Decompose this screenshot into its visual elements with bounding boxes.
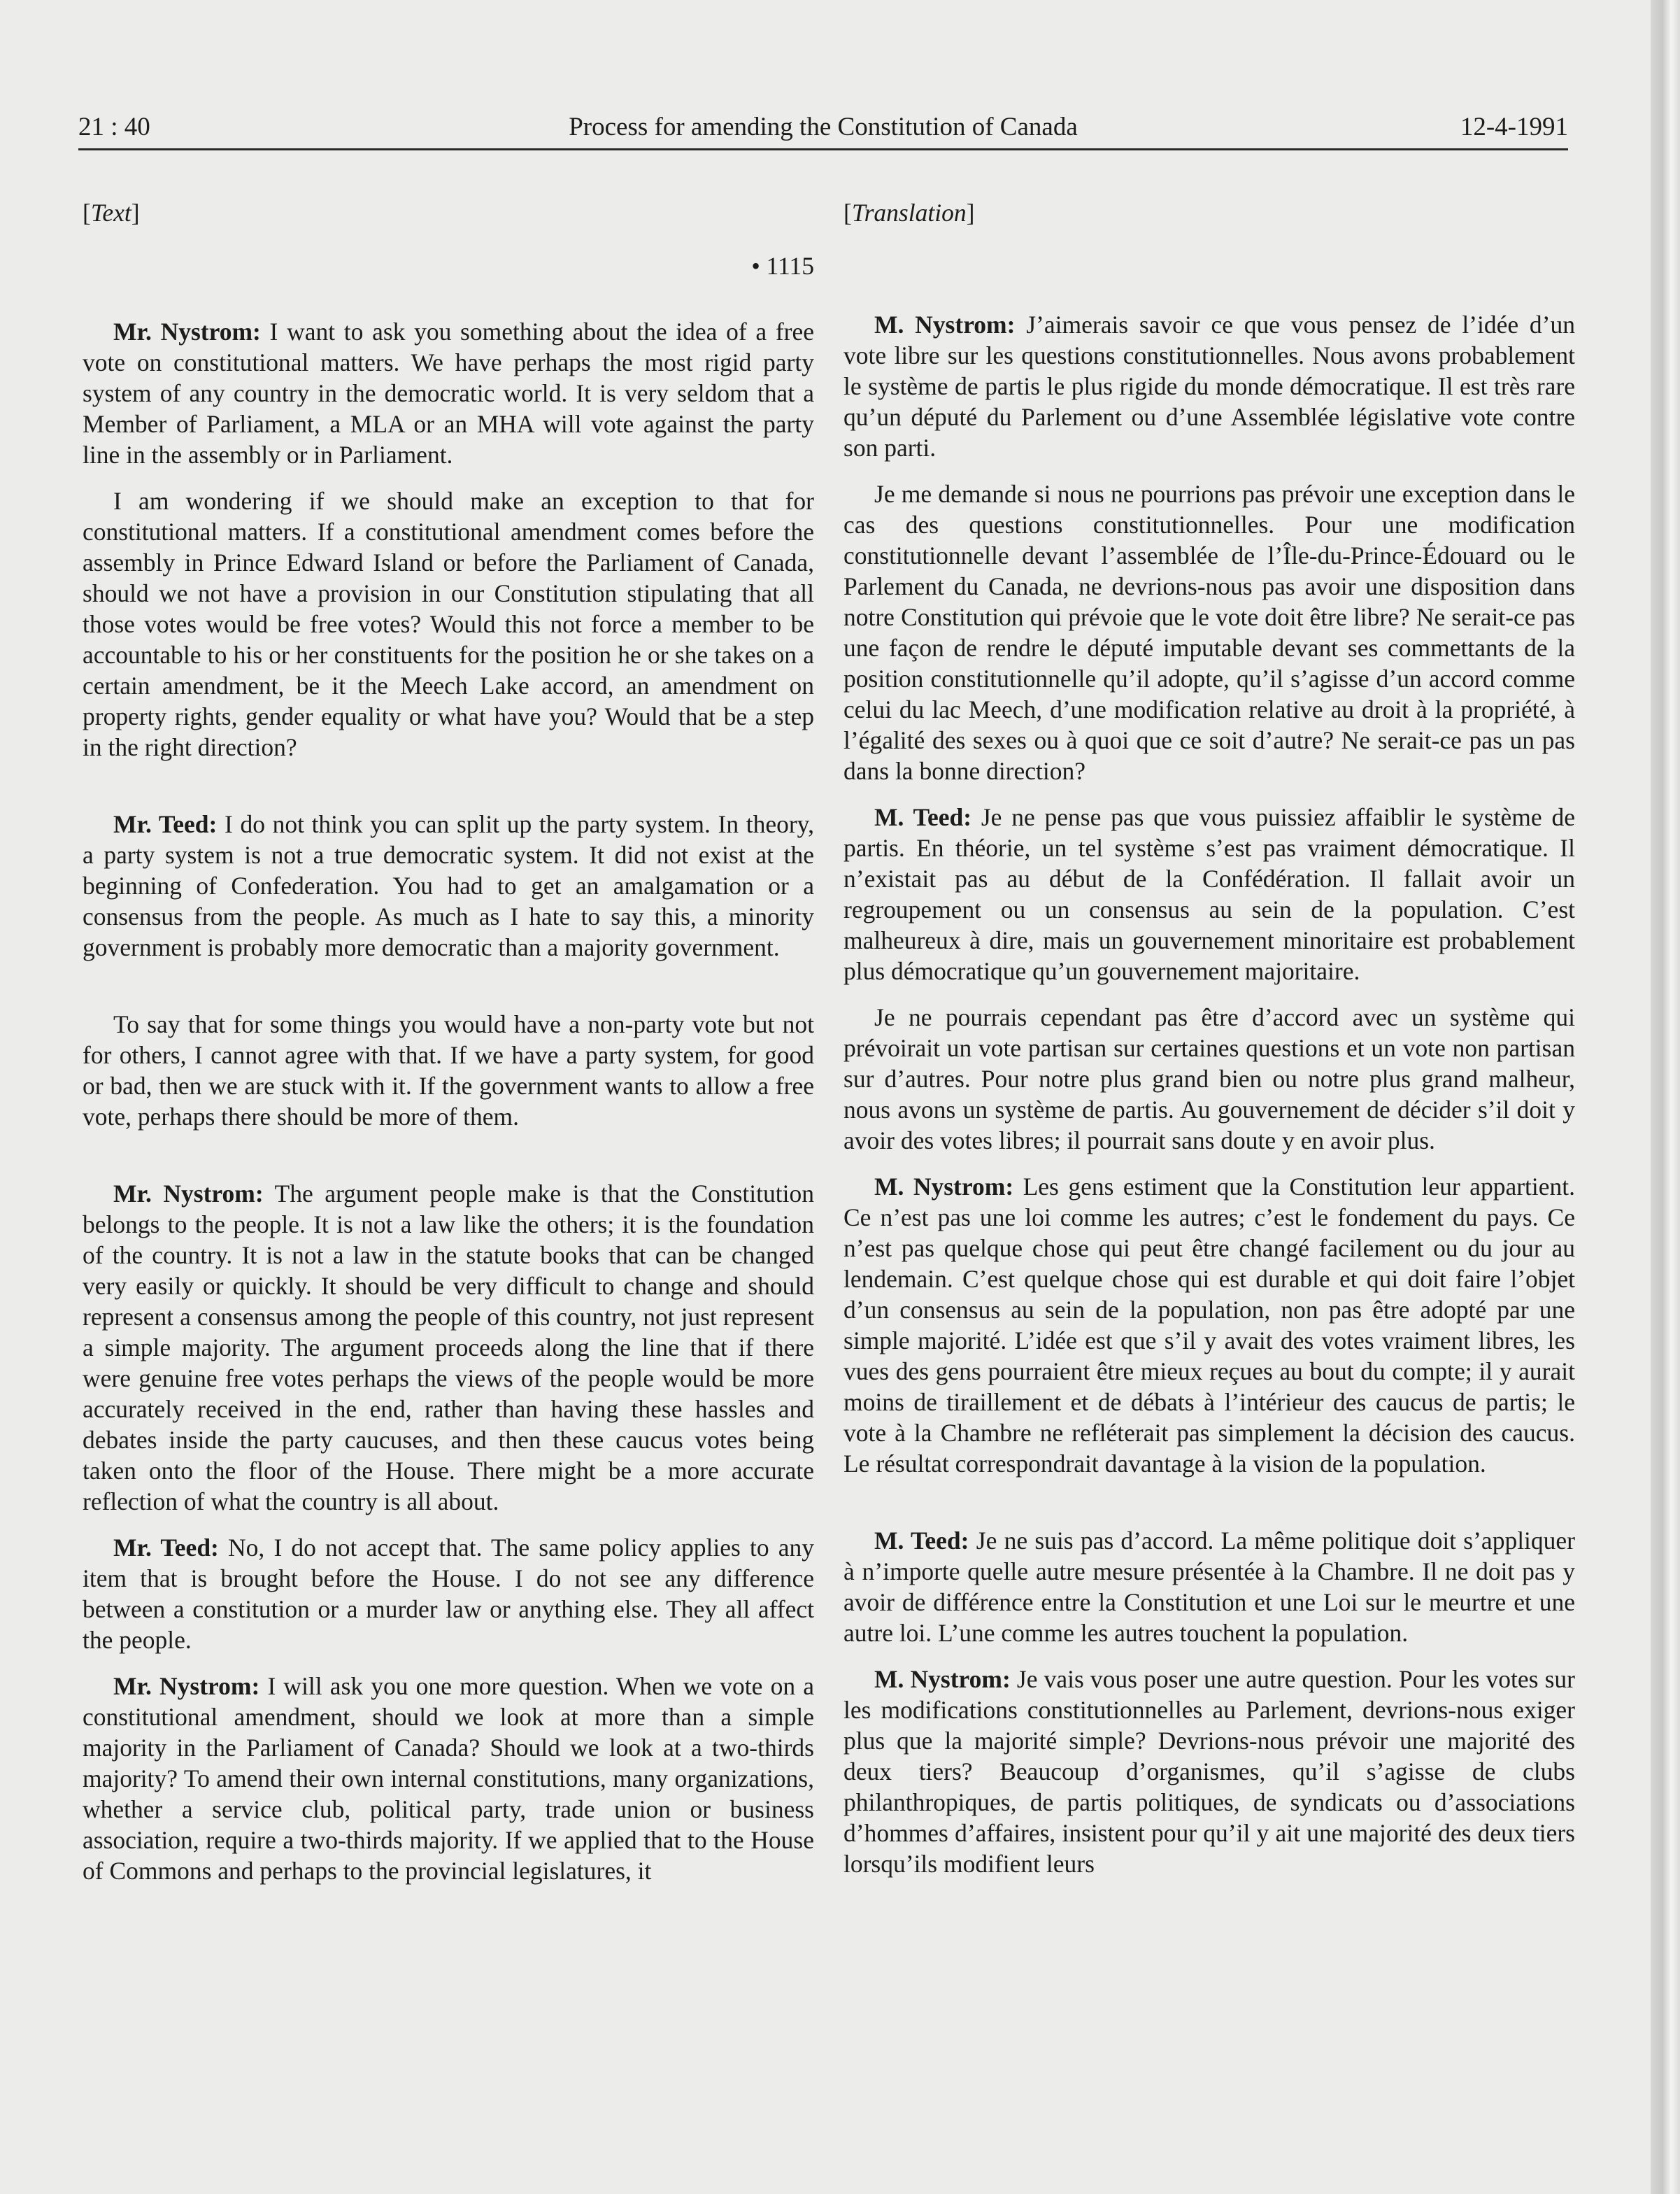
paragraph-text: To say that for some things you would have a non-party vote but not for others, I cannot agree with that. If we have a party system, for good or bad, then we are stuck with it. If the government wants to allow a free vote, perhaps there should be more of them.: [83, 1010, 814, 1131]
column-label-translation: [Translation]: [843, 199, 975, 227]
paragraph: [83, 1671, 814, 1886]
page-header: [78, 111, 1568, 150]
time-marker: • 1115: [751, 252, 814, 280]
page-number: 21 : 40: [78, 113, 150, 141]
paragraph-text: Je ne pense pas que vous puissiez affaiblir le système de partis. En théorie, un tel système s’est pas vraiment démocratique. Il n’existait pas au début de la Confédération. Il fallait avoir un regroupement ou un consensus au sein de la population. C’est malheureux à dire, mais un gouvernement minoritaire est probablement plus démocratique qu’un gouvernement majoritaire.: [843, 803, 1575, 985]
speaker-name: M. Teed:: [874, 803, 972, 831]
paragraph: [843, 1171, 1575, 1479]
page-edge: [1651, 0, 1680, 2194]
paragraph: [83, 486, 814, 763]
paragraph: [843, 1525, 1575, 1648]
paragraph-text: Je ne suis pas d’accord. La même politique doit s’appliquer à n’importe quelle autre mesure présentée à la Chambre. Il ne doit pas y avoir de différence entre la Constitution et une Loi sur le meurtre et une autre loi. L’une comme les autres touchent la population.: [843, 1527, 1575, 1647]
header-date: 12-4-1991: [1460, 113, 1568, 141]
paragraph: [83, 316, 814, 470]
paragraph-text: I want to ask you something about the idea of a free vote on constitutional matters. We have perhaps the most rigid party system of any country in the democratic world. It is very seldom that a Member of Parliament, a MLA or an MHA will vote against the party line in the assembly or in Parliament.: [83, 318, 814, 469]
column-label-text: [Text]: [83, 199, 140, 227]
paragraph: [843, 1002, 1575, 1156]
speaker-name: Mr. Nystrom:: [113, 318, 261, 346]
paragraph: [843, 479, 1575, 786]
paragraph: [83, 1532, 814, 1655]
paragraph-text: No, I do not accept that. The same policy applies to any item that is brought before the House. I do not see any difference between a constitution or a murder law or anything else. They all affect the people.: [83, 1534, 814, 1654]
paragraph: [843, 802, 1575, 986]
paragraph-text: J’aimerais savoir ce que vous pensez de l’idée d’un vote libre sur les questions constitutionnelles. Nous avons probablement le système de partis le plus rigide du monde démocratique. Il est très rare qu’un député du Parlement ou d’une Assemblée législative vote contre son parti.: [843, 311, 1575, 462]
speaker-name: M. Nystrom:: [874, 1665, 1011, 1693]
speaker-name: Mr. Teed:: [113, 1534, 219, 1562]
french-column: [843, 197, 1575, 1895]
speaker-name: M. Nystrom:: [874, 311, 1016, 339]
speaker-name: Mr. Nystrom:: [113, 1672, 260, 1700]
paragraph: [843, 309, 1575, 463]
speaker-name: Mr. Teed:: [113, 810, 218, 838]
speaker-name: M. Nystrom:: [874, 1173, 1014, 1201]
paragraph: [83, 809, 814, 963]
running-title: Process for amending the Constitution of Canada: [569, 113, 1078, 141]
speaker-name: Mr. Nystrom:: [113, 1180, 264, 1208]
paragraph-text: I am wondering if we should make an exception to that for constitutional matters. If a constitutional amendment comes before the assembly in Prince Edward Island or before the Parliament of Canada, should we not have a provision in our Constitution stipulating that all those votes would be free votes? Would this not force a member to be accountable to his or her constituents for the position he or she takes on a certain amendment, be it the Meech Lake accord, an amendment on property rights, gender equality or what have you? Would that be a step in the right direction?: [83, 487, 814, 761]
paragraph: [83, 1178, 814, 1517]
speaker-name: M. Teed:: [874, 1527, 969, 1555]
paragraph-text: Je me demande si nous ne pourrions pas prévoir une exception dans le cas des questions constitutionnelles. Pour une modification constitutionnelle devant l’assemblée de l’Île-du-Prince-Édouard ou le Parlement du Canada, ne devrions-nous pas avoir une disposition dans notre Constitution qui prévoie que le vote doit être libre? Ne serait-ce pas une façon de rendre le député imputable devant ses commettants de la position constitutionnelle qu’il adopte, qu’il s’agisse d’un accord comme celui du lac Meech, d’une modification relative au droit à la propriété, à l’égalité des sexes ou à quoi que ce soit d’autre? Ne serait-ce pas un pas dans la bonne direction?: [843, 480, 1575, 785]
header-rule: [78, 148, 1568, 150]
paragraph: [843, 1664, 1575, 1879]
paragraph-text: Je vais vous poser une autre question. Pour les votes sur les modifications constitutionnelles au Parlement, devrions-nous exiger plus que la majorité simple? Devrions-nous prévoir une majorité des deux tiers? Beaucoup d’organismes, qu’il s’agisse de clubs philanthropiques, de partis politiques, de syndicats ou d’associations d’hommes d’affaires, insistent pour qu’il y ait une majorité des deux tiers lorsqu’ils modifient leurs: [843, 1665, 1576, 1878]
paragraph-text: Je ne pourrais cependant pas être d’accord avec un système qui prévoirait un vote partisan sur certaines questions et un vote non partisan sur d’autres. Pour notre plus grand bien ou notre plus grand malheur, nous avons un système de partis. Au gouvernement de décider s’il doit y avoir des votes libres; il pourrait sans doute y en avoir plus.: [843, 1003, 1575, 1154]
paragraph-text: The argument people make is that the Constitution belongs to the people. It is not a law like the others; it is the foundation of the country. It is not a law in the statute books that can be changed very easily or quickly. It should be very difficult to change and should represent a consensus among the people of this country, not just represent a simple majority. The argument proceeds along the line that if there were genuine free votes perhaps the views of the people would be more accurately received in the end, rather than having these hassles and debates inside the party caucuses, and then these caucus votes being taken onto the floor of the House. There might be a more accurate reflection of what the country is all about.: [83, 1180, 814, 1515]
english-column: [83, 197, 814, 1902]
paragraph-text: I do not think you can split up the party system. In theory, a party system is not a true democratic system. It did not exist at the beginning of Confederation. You had to get an amalgamation or a consensus from the people. As much as I hate to say this, a minority government is probably more democratic than a majority government.: [83, 810, 814, 961]
paragraph: [83, 1009, 814, 1132]
paragraph-text: Les gens estiment que la Constitution leur appartient. Ce n’est pas une loi comme les autres; c’est le fondement du pays. Ce n’est pas quelque chose qui peut être changé facilement ou du jour au lendemain. C’est quelque chose qui est durable et qui doit faire l’objet d’un consensus au sein de la population, non pas être adopté par une simple majorité. L’idée est que s’il y avait des votes vraiment libres, les vues des gens pourraient être mieux reçues au bout du compte; il y aurait moins de tiraillement et de débats à l’intérieur des caucus de partis; le vote à la Chambre ne refléterait pas simplement la décision des caucus. Le résultat correspondrait davantage à la vision de la population.: [843, 1173, 1575, 1478]
paragraph-text: I will ask you one more question. When we vote on a constitutional amendment, should we look at more than a simple majority in the Parliament of Canada? Should we look at a two-thirds majority? To amend their own internal constitutions, many organizations, whether a service club, political party, trade union or business association, require a two-thirds majority. If we applied that to the House of Commons and perhaps to the provincial legislatures, it: [83, 1672, 814, 1885]
